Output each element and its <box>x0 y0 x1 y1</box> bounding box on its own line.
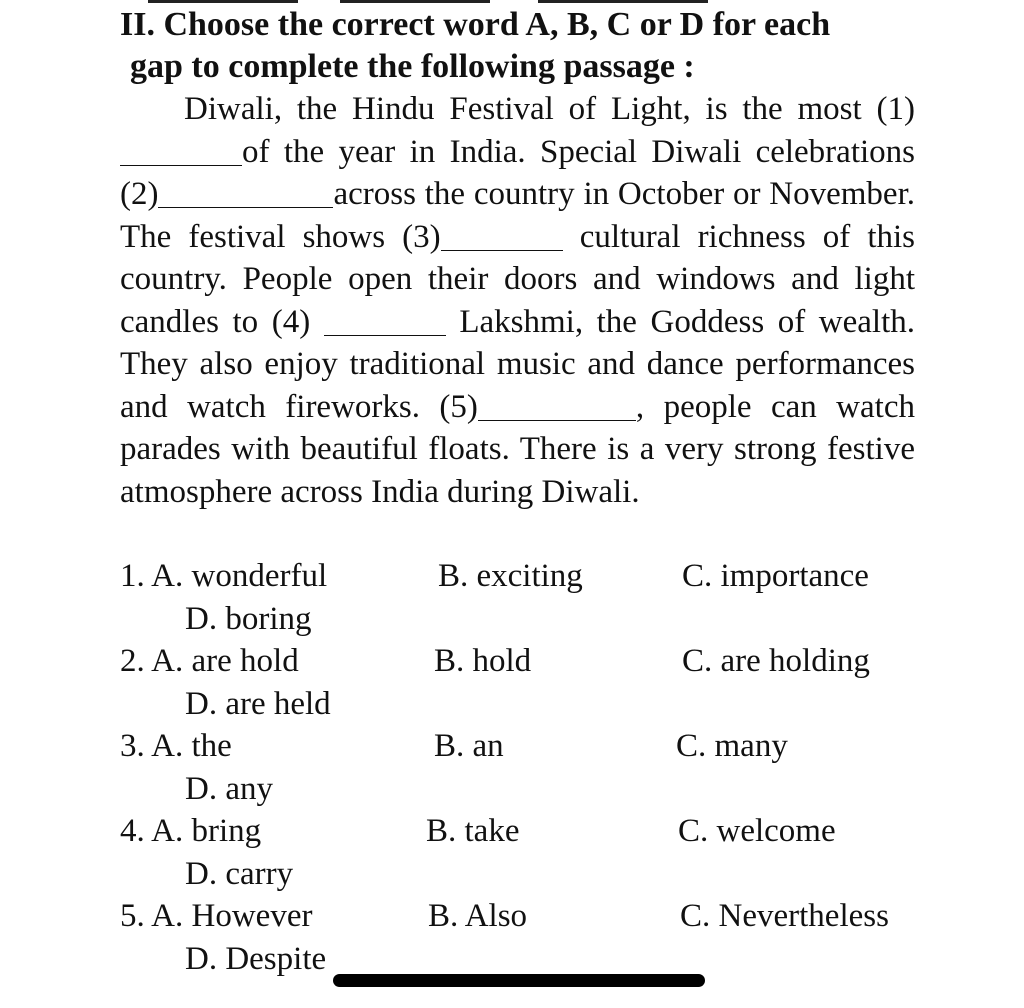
option-b: B. take <box>426 813 520 849</box>
option-a: 4. A. bring <box>120 813 262 849</box>
question-4-options <box>120 810 920 853</box>
passage-part-2: of the year in India. Special Diwali celebrations (2) <box>120 133 915 212</box>
option-d: D. carry <box>185 855 294 892</box>
gap-4-blank <box>324 309 446 336</box>
passage-part-3: across the country in October or November. The festival shows (3) <box>120 176 915 255</box>
passage-part-1: Diwali, the Hindu Festival of Light, is the most (1) <box>184 91 915 127</box>
passage-text <box>120 88 915 513</box>
exercise-heading <box>120 4 920 88</box>
option-b: B. hold <box>434 643 532 679</box>
option-d: D. boring <box>185 600 312 637</box>
gap-1-blank <box>120 139 242 166</box>
question-2-option-d-row <box>120 683 920 726</box>
top-edge-rule <box>538 0 708 3</box>
question-3-options <box>120 725 920 768</box>
option-c: C. are holding <box>682 643 870 679</box>
heading-line-2: gap to complete the following passage : <box>130 48 695 85</box>
gap-5-blank <box>478 394 636 421</box>
top-edge-rule <box>340 0 490 3</box>
home-indicator-bar <box>333 974 705 987</box>
option-a: 1. A. wonderful <box>120 558 328 594</box>
option-b: B. an <box>434 728 504 764</box>
gap-3-blank <box>441 224 563 251</box>
option-c: C. Nevertheless <box>680 898 889 934</box>
option-a: 2. A. are hold <box>120 643 299 679</box>
passage-part-4: cultural richness of this country. People open their doors and windows and light candles to (4) <box>120 218 916 340</box>
option-b: B. Also <box>428 898 528 934</box>
question-4-option-d-row <box>120 853 920 896</box>
question-1-option-d-row <box>120 598 920 641</box>
gap-2-blank <box>158 181 333 208</box>
question-3-option-d-row <box>120 768 920 811</box>
top-edge-rule <box>148 0 298 3</box>
heading-line-1: II. Choose the correct word A, B, C or D for each <box>120 6 831 43</box>
option-c: C. many <box>676 728 788 764</box>
option-d: D. any <box>185 770 273 807</box>
option-d: D. Despite <box>185 940 327 977</box>
option-d: D. are held <box>185 685 331 722</box>
option-c: C. importance <box>682 558 869 594</box>
answer-options <box>120 555 920 980</box>
option-a: 5. A. However <box>120 898 313 934</box>
option-c: C. welcome <box>678 813 836 849</box>
passage-part-5: Lakshmi, the Goddess of wealth. They also enjoy traditional music and dance performances and watch fireworks. (5) <box>120 303 915 425</box>
option-b: B. exciting <box>438 558 583 594</box>
question-5-options <box>120 895 920 938</box>
option-a: 3. A. the <box>120 728 232 764</box>
passage-part-6: , people can watch parades with beautiful floats. There is a very strong festive atmosphere across India during Diwali. <box>120 388 915 510</box>
question-2-options <box>120 640 920 683</box>
question-1-options <box>120 555 920 598</box>
